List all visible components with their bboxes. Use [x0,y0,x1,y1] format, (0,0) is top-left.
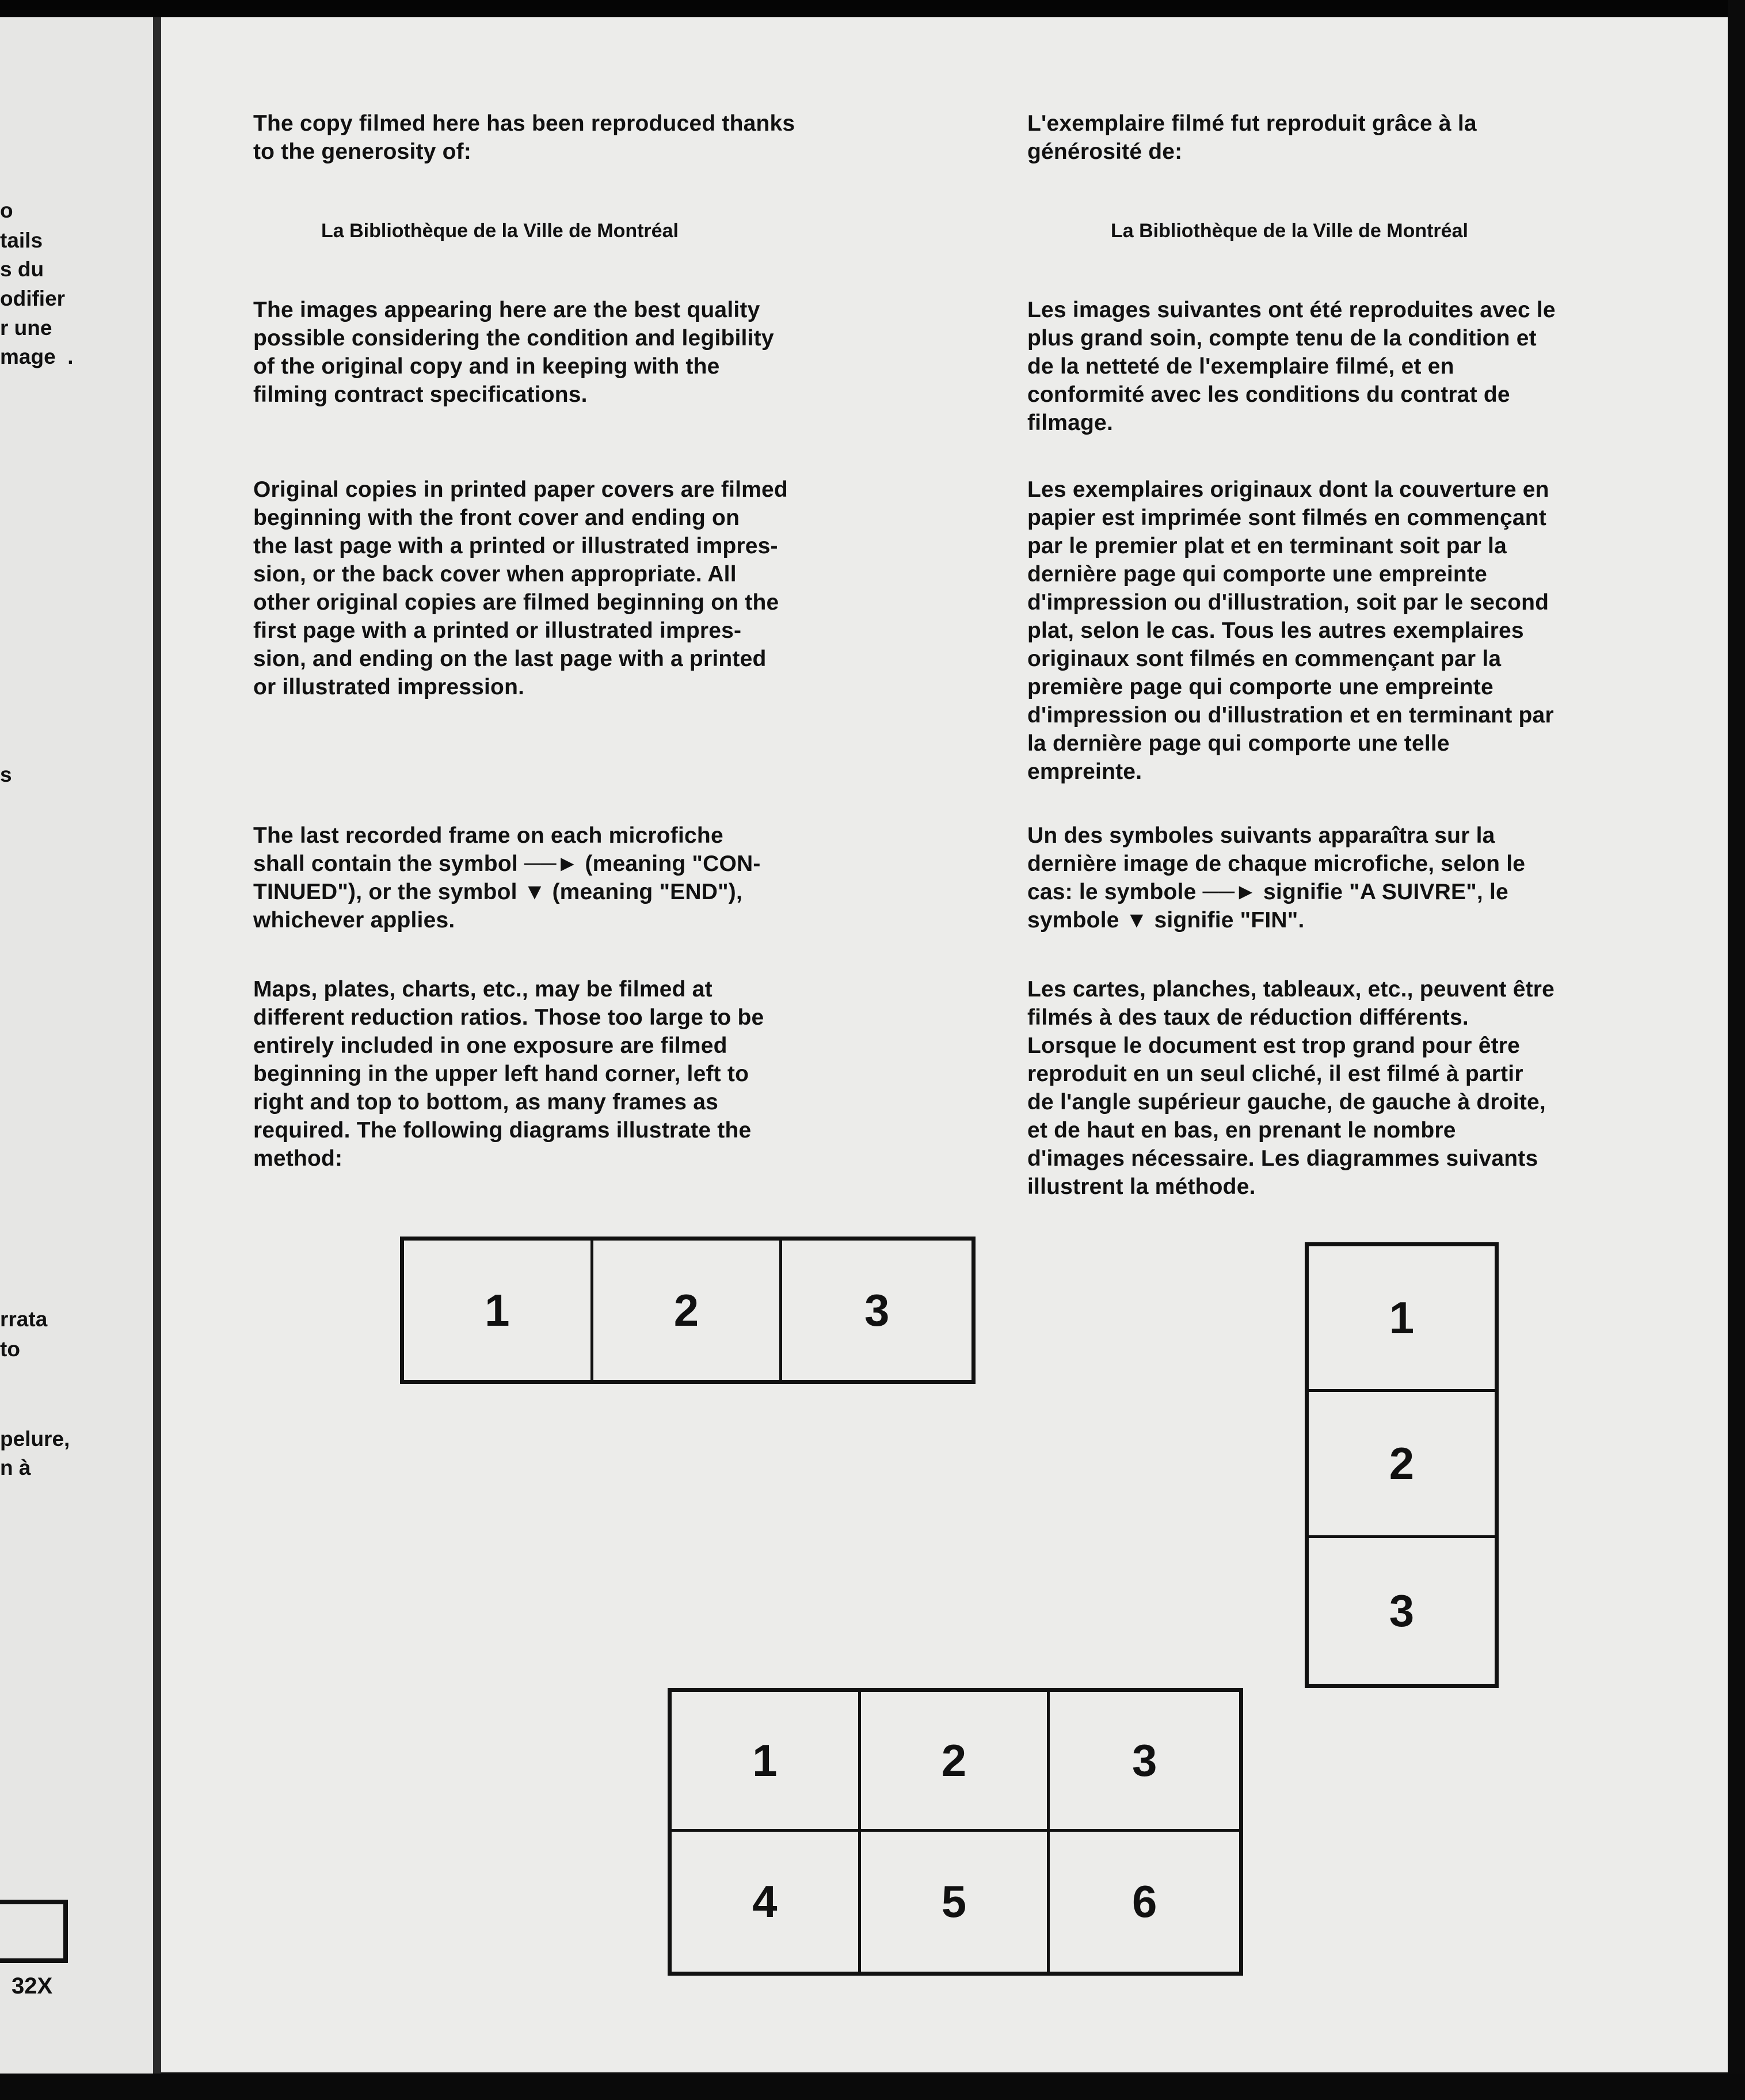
english-library-name: La Bibliothèque de la Ville de Montréal [321,220,679,242]
bottom-film-border [0,2074,1745,2100]
fragment-text: r une [0,316,52,340]
frame-cell: 4 [672,1832,861,1972]
english-quality-paragraph: The images appearing here are the best quality possible considering the condition and legibility of the original copy and in keeping with the filming contract specifications. [253,298,774,407]
top-film-border [0,0,1745,17]
frame-cell: 2 [593,1241,783,1380]
fragment-text: to [0,1337,20,1361]
fragment-text: o [0,199,13,222]
french-library-name: La Bibliothèque de la Ville de Montréal [1111,220,1468,242]
french-intro: L'exemplaire filmé fut reproduit grâce à la générosité de: [1027,111,1477,164]
fragment-text: rrata [0,1307,48,1331]
magnification-label: 32X [12,1973,53,1999]
fragment-text: odifier [0,287,66,310]
adjacent-page-fragment [0,17,153,2074]
frame-cell: 3 [864,1284,890,1336]
frame-cell: 6 [1131,1876,1157,1927]
frame-cell: 3 [1389,1585,1415,1636]
fragment-text: n à [0,1456,31,1479]
fragment-text: pelure, [0,1427,70,1451]
french-originals-paragraph: Les exemplaires originaux dont la couverture en papier est imprimée sont filmés en commençant par le premier plat et en terminant soit par la dernière page qui comporte une empreinte d'impression ou d'illustration, soit par le second plat, selon le cas. Tous les autres exemplaires originaux sont filmés en commençant par la première page qui comporte une empreinte d'impression ou d'illustration et en terminant par la dernière page qui comporte une telle empreinte. [1027,477,1554,784]
grid-frame-diagram [668,1688,1243,1976]
frame-cell: 3 [1050,1692,1239,1832]
fragment-text: mage . [0,345,74,368]
right-film-border [1728,0,1745,2100]
horizontal-frame-diagram [400,1237,976,1384]
french-quality-paragraph: Les images suivantes ont été reproduites avec le plus grand soin, compte tenu de la condition et de la netteté de l'exemplaire filmé, et en conformité avec les conditions du contrat de filmage. [1027,298,1556,435]
english-originals-paragraph: Original copies in printed paper covers are filmed beginning with the front cover and ending on the last page with a printed or illustrated impres- sion, or the back cover when appropriate. All other original copies are filmed beginning on the first page with a printed or illustrated impres- sion, and ending on the last page with a printed or illustrated impression. [253,477,788,699]
english-intro: The copy filmed here has been reproduced thanks to the generosity of: [253,111,795,164]
reduction-target-box [0,1900,68,1963]
frame-cell: 2 [1309,1392,1495,1538]
fragment-text: s [0,763,12,786]
page-gutter [153,17,161,2074]
frame-cell: 1 [1309,1246,1495,1392]
english-maps-paragraph: Maps, plates, charts, etc., may be filmed at different reduction ratios. Those too large to be entirely included in one exposure are filmed beginning in the upper left hand corner, left to right and top to bottom, as many frames as required. The following diagrams illustrate the method: [253,977,764,1171]
frame-cell: 1 [404,1241,593,1380]
english-symbols-paragraph: The last recorded frame on each microfiche shall contain the symbol ──► (meaning "CON- TINUED"), or the symbol ▼ (meaning "END"), whichever applies. [253,823,761,933]
fragment-text: s du [0,257,44,281]
french-symbols-paragraph: Un des symboles suivants apparaîtra sur la dernière image de chaque microfiche, selon le cas: le symbole ──► signifie "A SUIVRE", le symbole ▼ signifie "FIN". [1027,823,1526,933]
vertical-frame-diagram [1305,1242,1499,1688]
frame-cell: 2 [861,1692,1050,1832]
frame-cell: 5 [861,1832,1050,1972]
french-maps-paragraph: Les cartes, planches, tableaux, etc., peuvent être filmés à des taux de réduction différents. Lorsque le document est trop grand pour être reproduit en un seul cliché, il est filmé à partir de l'angle supérieur gauche, de gauche à droite, et de haut en bas, en prenant le nombre d'images nécessaire. Les diagrammes suivants illustrent la méthode. [1027,977,1555,1199]
fragment-text: tails [0,229,43,252]
filming-notice-page [161,17,1728,2072]
frame-cell: 1 [672,1692,861,1832]
